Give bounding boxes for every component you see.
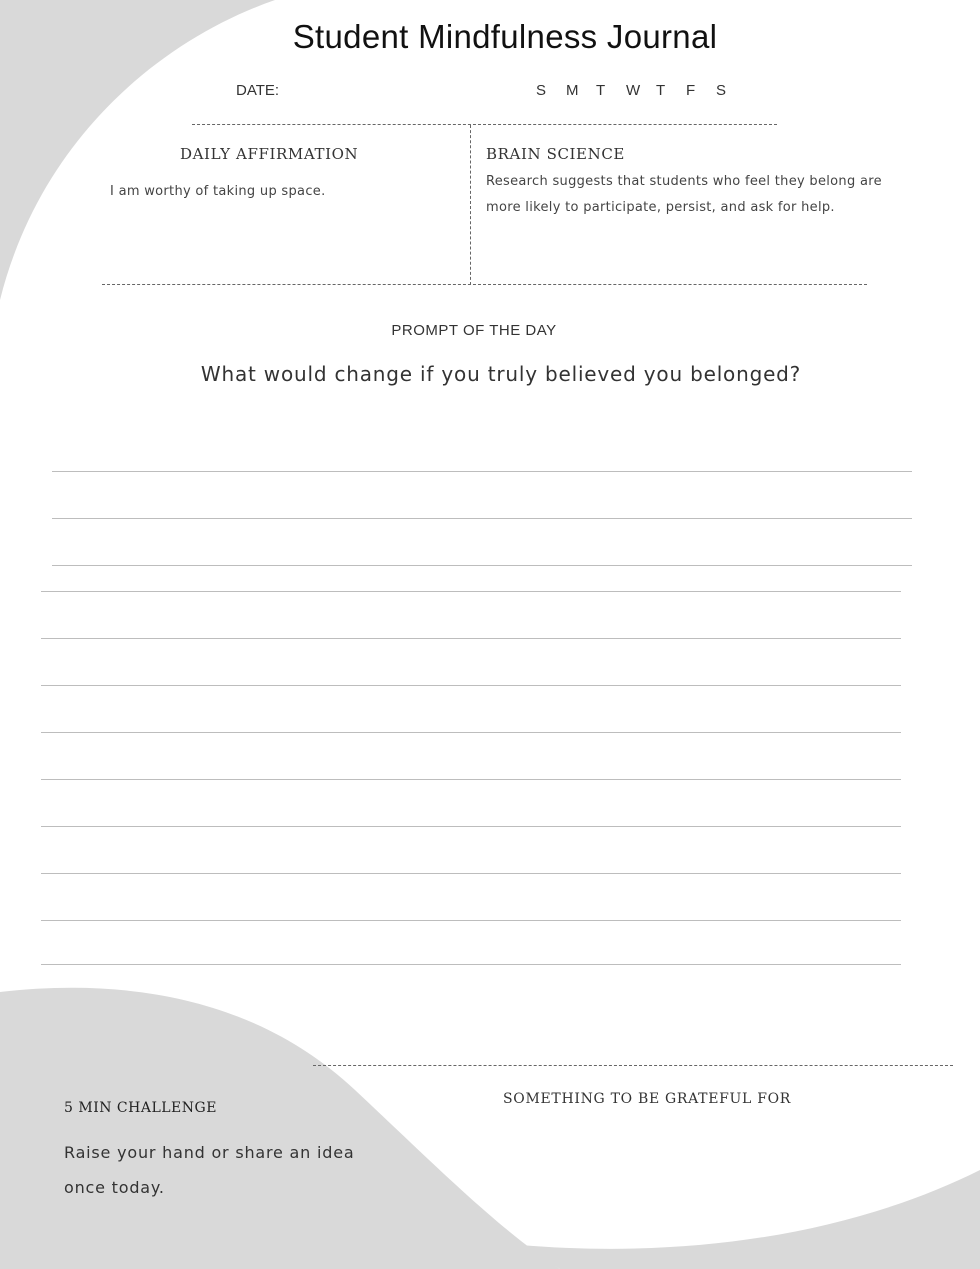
prompt-text: What would change if you truly believed you belonged? bbox=[200, 362, 802, 386]
bottom-left-wave-shape bbox=[0, 988, 560, 1269]
challenge-heading: 5 MIN CHALLENGE bbox=[64, 1100, 217, 1116]
prompt-heading: PROMPT OF THE DAY bbox=[391, 322, 557, 339]
header-divider bbox=[192, 124, 777, 125]
writing-line[interactable] bbox=[41, 964, 901, 965]
writing-line[interactable] bbox=[41, 732, 901, 733]
writing-line[interactable] bbox=[52, 471, 912, 472]
brain-science-heading: BRAIN SCIENCE bbox=[486, 145, 625, 163]
grateful-heading: SOMETHING TO BE GRATEFUL FOR bbox=[503, 1091, 792, 1107]
grateful-divider bbox=[313, 1065, 953, 1066]
column-divider bbox=[470, 125, 471, 285]
challenge-text: Raise your hand or share an idea once today. bbox=[64, 1143, 355, 1197]
day-thursday[interactable]: T bbox=[656, 82, 666, 99]
writing-line[interactable] bbox=[41, 638, 901, 639]
day-monday[interactable]: M bbox=[566, 82, 579, 99]
writing-line[interactable] bbox=[52, 565, 912, 566]
writing-line[interactable] bbox=[41, 591, 901, 592]
writing-line[interactable] bbox=[41, 826, 901, 827]
date-label: DATE: bbox=[236, 82, 280, 99]
writing-line[interactable] bbox=[41, 873, 901, 874]
writing-line[interactable] bbox=[41, 779, 901, 780]
bottom-right-wave-shape bbox=[520, 1170, 980, 1269]
info-box-bottom-divider bbox=[102, 284, 867, 285]
writing-line[interactable] bbox=[52, 518, 912, 519]
day-wednesday[interactable]: W bbox=[626, 82, 641, 99]
day-sunday[interactable]: S bbox=[536, 82, 547, 99]
writing-line[interactable] bbox=[41, 920, 901, 921]
writing-line[interactable] bbox=[41, 685, 901, 686]
affirmation-text: I am worthy of taking up space. bbox=[110, 184, 326, 199]
day-friday[interactable]: F bbox=[686, 82, 696, 99]
day-saturday[interactable]: S bbox=[716, 82, 727, 99]
brain-science-line-1: Research suggests that students who feel they belong are bbox=[486, 174, 882, 189]
day-tuesday[interactable]: T bbox=[596, 82, 606, 99]
page-title: Student Mindfulness Journal bbox=[292, 18, 718, 55]
weekday-selector bbox=[536, 82, 746, 99]
affirmation-heading: DAILY AFFIRMATION bbox=[180, 145, 359, 163]
brain-science-line-2: more likely to participate, persist, and ask for help. bbox=[486, 200, 835, 215]
